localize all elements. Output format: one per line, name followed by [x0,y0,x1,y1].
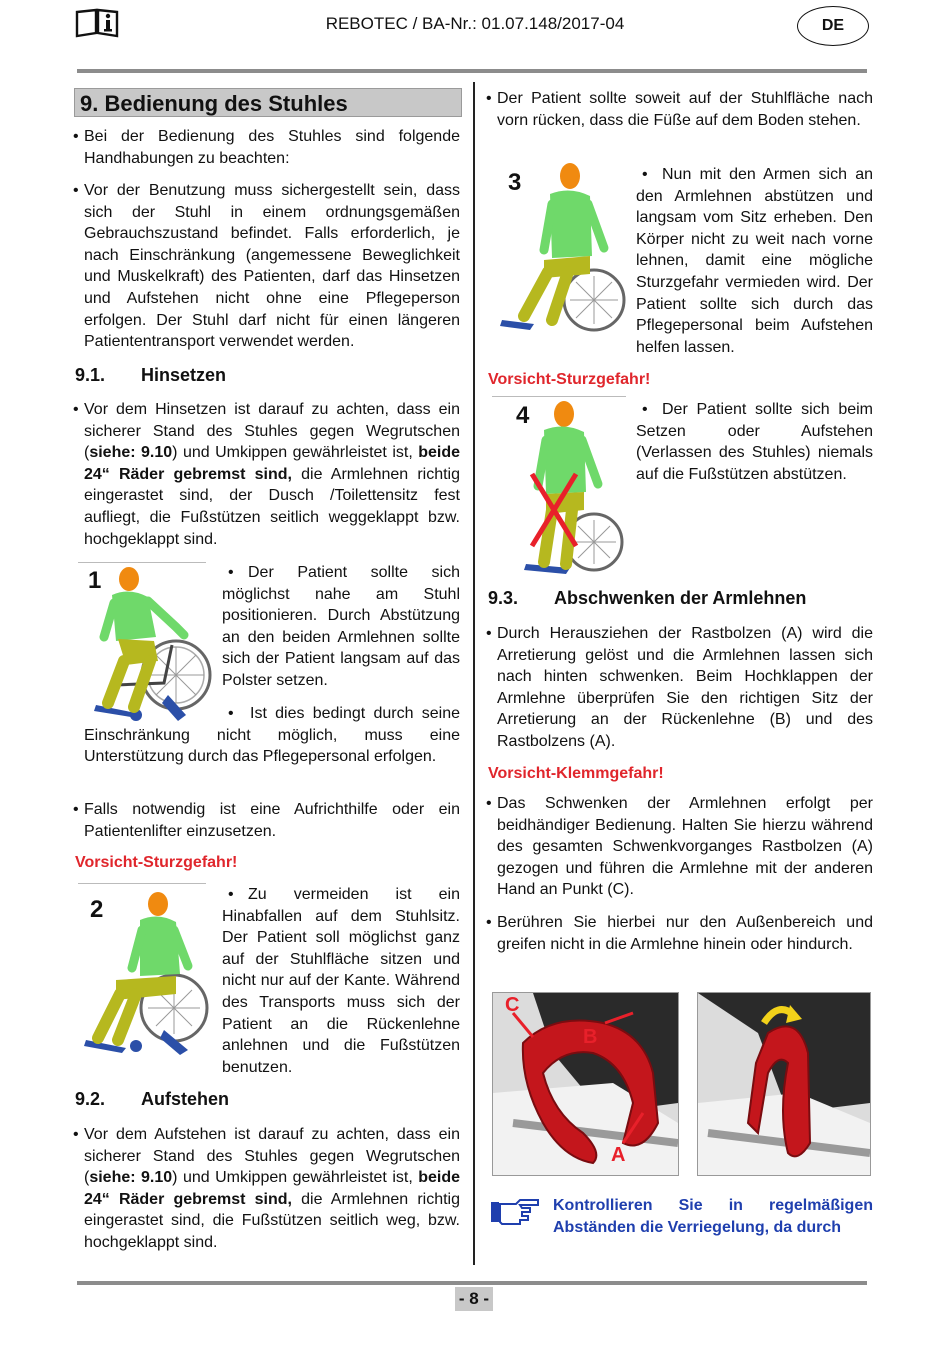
figure-3-number: 3 [508,169,522,196]
figure-2-number: 2 [90,896,104,923]
figure-1-text: • Der Patient sollte sich möglichst nahe am Stuhl positionieren. Durch Abstützung an den beiden Armlehnen sollte sich der Patient langsam auf das Polster setzen. [222,564,460,689]
footer-divider [77,1281,867,1285]
figure-4-rule [492,396,626,397]
pointing-hand-icon [490,1196,540,1235]
figure-2-text: • Zu vermeiden ist ein Hinabfallen auf dem Stuhlsitz. Der Patient soll möglichst ganz auf der Stuhlfläche sitzen und nicht nur auf der Kante. Während des Transports muss sich der Patient an die Rückenlehne anlehnen und die Fußstützen benutzen. [222,886,460,1076]
fall-warning-2: Vorsicht-Sturzgefahr! [488,371,651,388]
figure-4-text: • Der Patient sollte sich beim Setzen oder Aufstehen (Verlassen des Stuhles) niemals auf die Fußstützen abstützen. [636,401,873,483]
photo-label-b: B [583,1026,598,1048]
figure-1-text-2-start: • [228,705,234,722]
subsection-9-1-heading: 9.1. Hinsetzen [75,365,227,385]
hinsetzen-paragraph: • Vor dem Hinsetzen ist darauf zu achten, dass ein sicherer Stand des Stuhles gegen Wegrutschen (siehe: 9.10) und Umkippen gewährleistet ist, beide 24“ Räder gebremst sind, die Armlehnen richtig eingerastet sind, der Dusch /Toilettensitz fest aufliegt, die Fußstützen seitlich weggeklappt bzw. hochgeklappt sind. [73,401,461,548]
subsection-9-2-heading: 9.2. Aufstehen [75,1089,230,1109]
figure-2-patient-seated [76,890,216,1067]
aufstehen-paragraph: • Vor dem Aufstehen ist darauf zu achten, dass ein sicherer Stand des Stuhles gegen Wegrutschen (siehe: 9.10) und Umkippen gewährleistet ist, beide 24“ Räder gebremst sind, die Armlehnen richtig eingerastet sind, die Fußstützen seitlich weg, bzw. hochgeklappt sind. [73,1126,461,1251]
lifter-paragraph: • Falls notwendig ist eine Aufrichthilfe oder ein Patientenlifter einzusetzen. [73,801,460,840]
header-divider [77,69,867,73]
figure-3-text: • Nun mit den Armen sich an den Armlehnen abstützen und langsam vom Sitz erheben. Den Körper nicht zu weit nach vorne lehnen, damit eine mögliche Sturzgefahr vermieden wird. Der Patient sollte sich durch das Pflegepersonal beim Aufstehen helfen lassen. [636,166,873,356]
touch-paragraph: • Berühren Sie hierbei nur den Außenbereich und greifen nicht in die Armlehne hinein oder hindurch. [486,914,873,953]
usage-paragraph: • Vor der Benutzung muss sichergestellt sein, dass sich der Stuhl in einem ordnungsgemäßen Gebrauchszustand befindet. Falls erforderlich, je nach Einschränkung (angemessene Beweglichkeit und Muskelkraft) des Patienten, darf das Hinsetzen und Aufstehen nicht ohne eine Pflegeperson erfolgen. Der Stuhl darf nicht für einen längeren Patiententransport verwendet werden. [73,182,460,351]
figure-4-number: 4 [516,402,530,429]
section-title: 9. Bedienung des Stuhles [74,88,462,117]
language-badge: DE [797,6,869,46]
photo-label-c: C [505,994,520,1016]
swing-paragraph: • Das Schwenken der Armlehnen erfolgt per beidhändiger Bedienung. Halten Sie hierzu während des gesamten Schwenkvorganges Rastbolzen (A) gezogen und führen die Armlehne mit der anderen Hand an Punkt (C). [486,795,873,899]
armrest-photo-1 [492,992,679,1176]
subsection-9-3-heading: 9.3. Abschwenken der Armlehnen [488,588,807,608]
fall-warning-1: Vorsicht-Sturzgefahr! [75,854,238,871]
pinch-warning: Vorsicht-Klemmgefahr! [488,765,664,782]
maintenance-note: Kontrollieren Sie in regelmäßigen Abständen die Verriegelung, da durch [553,1197,873,1236]
figure-4-incorrect-footrest-use [500,398,630,583]
armrest-photo-2 [697,992,871,1176]
figure-2-rule [78,883,206,884]
move-forward-paragraph: • Der Patient sollte soweit auf der Stuhlfläche nach vorn rücken, dass die Füße auf dem Boden stehen. [486,90,873,129]
info-book-icon [74,6,120,40]
figure-1-text-2: Ist dies bedingt durch seine Einschränkung nicht möglich, muss eine Unterstützung durch das Pflegepersonal erfolgen. [84,705,460,766]
column-divider [473,82,475,1265]
intro-paragraph: • Bei der Bedienung des Stuhles sind folgende Handhabungen zu beachten: [73,128,460,167]
figure-3-patient-standing-up [494,160,634,347]
page-number: - 8 - [455,1287,493,1311]
figure-1-rule [78,562,206,563]
document-header-title: REBOTEC / BA-Nr.: 01.07.148/2017-04 [325,14,625,33]
photo-label-a: A [611,1144,626,1166]
armrest-release-paragraph: • Durch Herausziehen der Rastbolzen (A) wird die Arretierung gelöst und die Armlehnen lassen sich nach hinten schwenken. Beim Hochklappen der Armlehne überprüfen Sie den richtigen Sitz der Arretierung an der Rückenlehne (B) und des Rastbolzens (A). [486,625,873,750]
figure-1-number: 1 [88,567,102,594]
